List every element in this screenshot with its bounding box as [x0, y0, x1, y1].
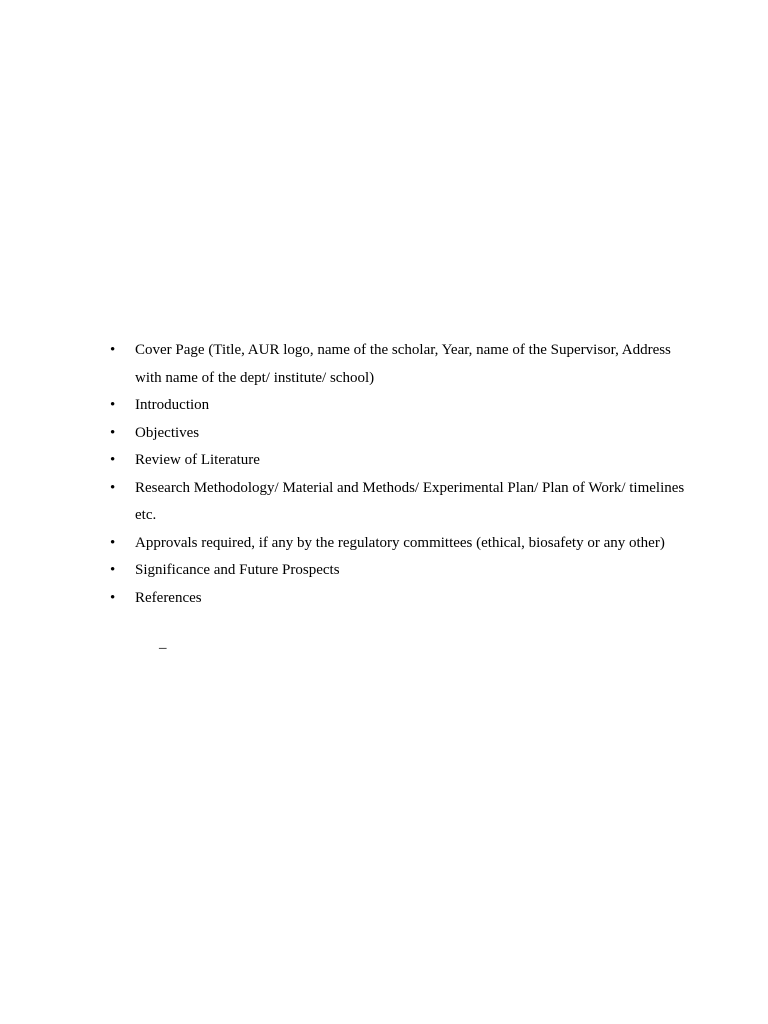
list-item-text: Significance and Future Prospects [135, 562, 340, 578]
trailing-dash-mark: – [159, 640, 167, 656]
list-item-text: Introduction [135, 397, 210, 413]
list-item-text: References [135, 589, 202, 606]
list-item-text: Approvals required, if any by the regulatory committees (ethical, biosafety or any other) [135, 534, 665, 551]
list-item-significance [110, 557, 690, 585]
bullet-icon: • [110, 424, 116, 441]
bullet-icon: • [110, 342, 116, 358]
list-item-research-methodology [110, 475, 690, 530]
list-item-text: Review of Literature [135, 452, 260, 468]
bullet-icon: • [110, 452, 116, 468]
bullet-icon: • [110, 562, 116, 578]
bullet-icon: • [110, 589, 116, 606]
list-item-text: Research Methodology/ Material and Methods/ Experimental Plan/ Plan of Work/ timelines etc. [135, 479, 685, 523]
bullet-icon: • [110, 479, 116, 496]
list-item-references [110, 585, 690, 613]
list-item-introduction [110, 392, 690, 420]
list-item-text: Cover Page (Title, AUR logo, name of the scholar, Year, name of the Supervisor, Address with name of the dept/ institute/ school) [135, 342, 671, 386]
list-item-approvals [110, 530, 690, 558]
list-item-cover-page [110, 337, 690, 392]
bullet-icon: • [110, 534, 116, 551]
bullet-icon: • [110, 397, 116, 413]
list-item-objectives [110, 420, 690, 448]
list-item-text: Objectives [135, 424, 200, 441]
outline-list [110, 337, 690, 612]
list-item-review-of-literature [110, 447, 690, 475]
